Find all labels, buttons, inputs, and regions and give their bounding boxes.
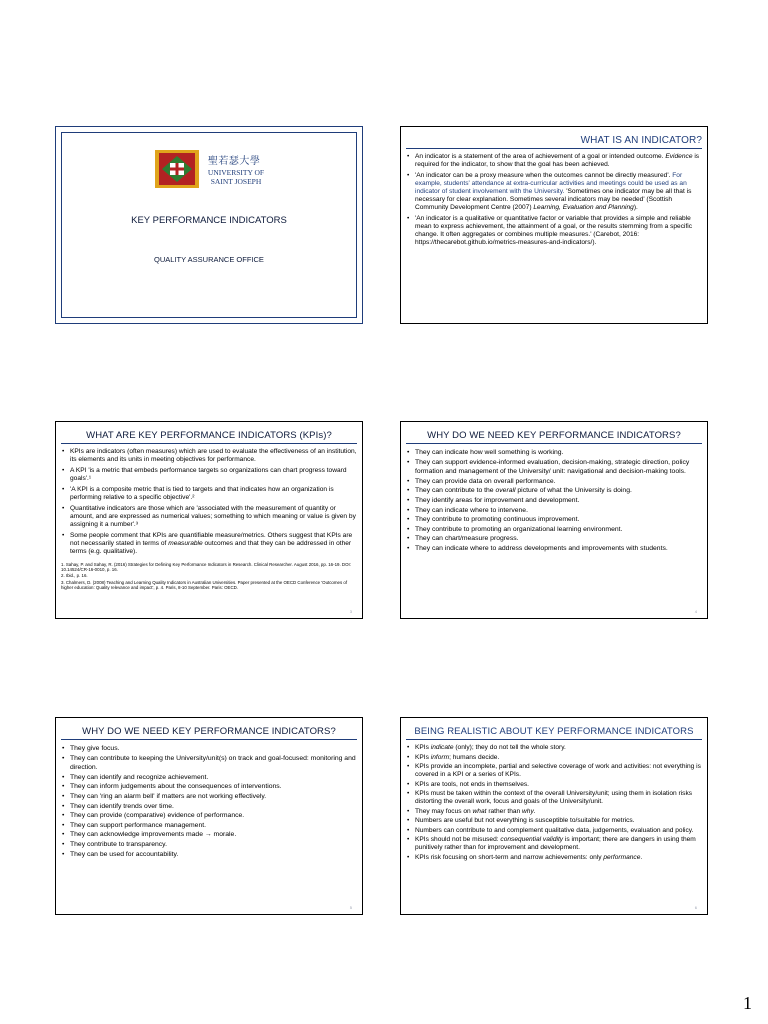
slide-1-title: KEY PERFORMANCE INDICATORS	[131, 215, 287, 226]
slide-4-bullets	[406, 448, 702, 554]
list-item: • They can provide data on overall performance.	[406, 477, 702, 487]
list-item: • They contribute to promoting continuous improvement.	[406, 515, 702, 525]
list-item: • They can indicate how well something is working.	[406, 448, 702, 458]
list-item: • They can identify trends over time.	[61, 802, 357, 812]
university-name-chinese: 聖若瑟大學	[207, 156, 261, 167]
list-item: • KPIs must be taken within the context of the overall University/unit; using them in isolation risks distorting the overall work, focus and goals of the University/unit.	[406, 790, 702, 806]
list-item: • They can identify and recognize achievement.	[61, 773, 357, 783]
list-item: • They give focus.	[61, 744, 357, 754]
logo-row	[62, 149, 356, 189]
list-item: • A KPI 'is a metric that embeds performance targets so organizations can chart progress toward goals'.¹	[61, 467, 357, 483]
slide-6-bullets	[406, 744, 702, 862]
list-item: • KPIs are tools, not ends in themselves.	[406, 781, 702, 789]
list-item: • KPIs should not be misused: consequential validity is important; there are dangers in using them punitively rather than for improvement and development.	[406, 836, 702, 852]
list-item: • They can provide (comparative) evidence of performance.	[61, 811, 357, 821]
slide-5-title: WHY DO WE NEED KEY PERFORMANCE INDICATORS?	[61, 726, 357, 740]
list-item: • They can support performance management.	[61, 821, 357, 831]
list-item: • They can inform judgements about the consequences of interventions.	[61, 782, 357, 792]
university-name	[208, 152, 264, 186]
slide-5-bullets	[61, 744, 357, 859]
list-item: • They contribute to promoting an organizational learning environment.	[406, 525, 702, 535]
university-crest-icon	[154, 149, 200, 189]
list-item: • Quantitative indicators are those which are 'associated with the measurement of quantity or amount, and are expressed as numerical values; something to which meaning or value is given by assigning it a number'.³	[61, 505, 357, 529]
slide-5	[55, 717, 363, 915]
slide-4	[400, 421, 708, 619]
slide-4-title: WHY DO WE NEED KEY PERFORMANCE INDICATORS?	[406, 430, 702, 444]
list-item: • KPIs inform; humans decide.	[406, 754, 702, 762]
slide-1-subtitle: QUALITY ASSURANCE OFFICE	[154, 255, 264, 264]
slide-5-page: 5	[349, 905, 352, 910]
slide-3-bullets	[61, 448, 357, 556]
list-item: • 'An indicator can be a proxy measure when the outcomes cannot be directly measured'. For example, students' attendance at extra-curricular activities and meetings could be used as an indicator of student involvement with the University. 'Sometimes one indicator may be all that is necessary for clear explanation. Sometimes several indicators may be needed' (Scottish Community Development Centre (2007) Learning, Evaluation and Planning).	[406, 172, 702, 212]
page-number: 1	[743, 993, 752, 1013]
slide-4-page: 4	[694, 609, 697, 614]
list-item: • Numbers can contribute to and complement qualitative data, judgements, evaluation and policy.	[406, 827, 702, 835]
list-item: • KPIs provide an incomplete, partial and selective coverage of work and activities: not everything is covered in a KPI or a series of KPIs.	[406, 763, 702, 779]
list-item: • They can be used for accountability.	[61, 850, 357, 860]
list-item: • They identify areas for improvement and development.	[406, 496, 702, 506]
slide-6	[400, 717, 708, 915]
list-item: • 'A KPI is a composite metric that is tied to targets and that indicates how an organization is performing relative to a specific objective'.²	[61, 486, 357, 502]
slide-3-page: 3	[349, 609, 352, 614]
list-item: • KPIs risk focusing on short-term and narrow achievements: only performance.	[406, 854, 702, 862]
slide-1	[55, 126, 363, 324]
list-item: • They can support evidence-informed evaluation, decision-making, strategic direction, policy formation and management of the University/ unit: navigational and decision-making tools.	[406, 458, 702, 477]
list-item: • An indicator is a statement of the area of achievement of a goal or intended outcome. Evidence is required for the indicator, to show that the goal has been achieved.	[406, 153, 702, 169]
list-item: • They can contribute to the overall picture of what the University is doing.	[406, 486, 702, 496]
slide-6-title: BEING REALISTIC ABOUT KEY PERFORMANCE INDICATORS	[406, 726, 702, 740]
list-item: • They can indicate where to address developments and improvements with students.	[406, 544, 702, 554]
university-name-line2: SAINT JOSEPH	[210, 176, 262, 186]
list-item: • 'An indicator is a qualitative or quantitative factor or variable that provides a simple and reliable mean to express achievement, the attainment of a goal, or the results stemming from a specific change. It often aggregates or combines multiple measures.' (Carebot, 2016: https://thecarebot.github.io/metrics-measures-and-indicators/).	[406, 215, 702, 247]
list-item: • They can chart/measure progress.	[406, 534, 702, 544]
reference: 2. Ibid., p. 16.	[61, 573, 88, 579]
list-item: • They can 'ring an alarm bell' if matters are not working effectively.	[61, 792, 357, 802]
slide-3	[55, 421, 363, 619]
university-name-line1: UNIVERSITY OF	[207, 168, 265, 177]
list-item: • KPIs indicate (only); they do not tell the whole story.	[406, 744, 702, 752]
reference: 3. Chalmers, D. (2008) Teaching and Learning Quality Indicators in Australian Universities. Paper presented at the OECD Conference 'Outcomes of higher education: Quality relevance and impact', p. 4. Paris, 8-10 September. Paris: OECD.	[61, 579, 348, 590]
slide-3-references	[61, 562, 357, 590]
list-item: • They contribute to transparency.	[61, 840, 357, 850]
reference: 1. Sahay, P. and Sahay, R. (2016) Strategies for Defining Key Performance Indicators in Research. Clinical Researcher. August 2016, pp. 16-19. DOI: 10.14524/CR-16-0010, p. 16.	[61, 562, 351, 573]
slide-6-page: 6	[694, 905, 697, 910]
list-item: • Numbers are useful but not everything is susceptible to/suitable for metrics.	[406, 817, 702, 825]
slide-2-title: WHAT IS AN INDICATOR?	[406, 135, 702, 149]
slide-2-bullets	[406, 153, 702, 247]
list-item: • They can indicate where to intervene.	[406, 506, 702, 516]
list-item: • They may focus on what rather than why.	[406, 808, 702, 816]
list-item: • They can acknowledge improvements made → morale.	[61, 830, 357, 840]
list-item: • Some people comment that KPIs are quantifiable measure/metrics. Others suggest that KPIs are not necessarily stated in terms of measurable outcomes and that they can be addressed in other terms (e.g. qualitative).	[61, 532, 357, 556]
list-item: • KPIs are indicators (often measures) which are used to evaluate the effectiveness of an institution, its elements and its units in meeting objectives for performance.	[61, 448, 357, 464]
slide-3-title: WHAT ARE KEY PERFORMANCE INDICATORS (KPIs)?	[61, 430, 357, 444]
list-item: • They can contribute to keeping the University/unit(s) on track and goal-focused: monitoring and direction.	[61, 754, 357, 773]
slide-2	[400, 126, 708, 324]
